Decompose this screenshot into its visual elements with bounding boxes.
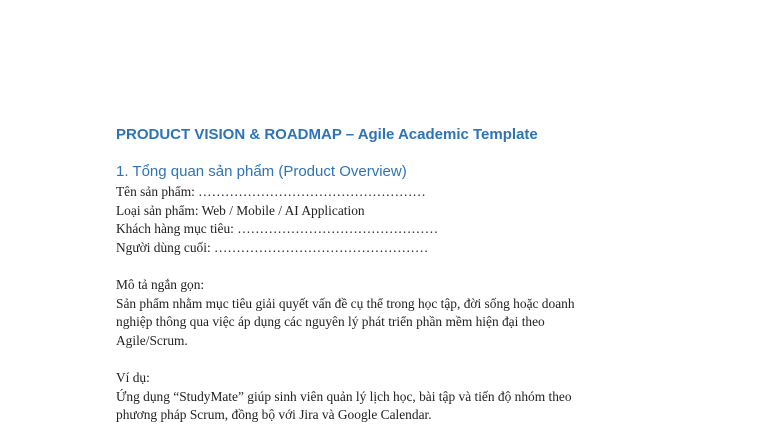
short-description-line: Sản phẩm nhằm mục tiêu giải quyết vấn đề cụ thể trong học tập, đời sống hoặc doanh: [116, 295, 575, 311]
paragraph-spacer: [116, 350, 676, 369]
document-content: [116, 124, 676, 425]
paragraph-spacer: [116, 257, 676, 276]
short-description-line: Agile/Scrum.: [116, 332, 188, 348]
example-line: Ứng dụng “StudyMate” giúp sinh viên quản lý lịch học, bài tập và tiến độ nhóm theo: [116, 388, 572, 404]
document-title: PRODUCT VISION & ROADMAP – Agile Academic Template: [116, 126, 538, 143]
field-target-customer: Khách hàng mục tiêu: ………………………………………: [116, 221, 439, 237]
example-label: Ví dụ:: [116, 369, 150, 385]
field-product-name: Tên sản phẩm: ……………………………………………: [116, 184, 426, 199]
short-description-label: Mô tả ngắn gọn:: [116, 276, 205, 292]
short-description-line: nghiệp thông qua việc áp dụng các nguyên lý phát triển phần mềm hiện đại theo: [116, 314, 545, 330]
example-line: phương pháp Scrum, đồng bộ với Jira và Google Calendar.: [116, 407, 432, 423]
field-product-type: Loại sản phẩm: Web / Mobile / AI Application: [116, 202, 365, 218]
section-heading-product-overview: 1. Tổng quan sản phẩm (Product Overview): [116, 163, 407, 180]
field-end-user: Người dùng cuối: …………………………………………: [116, 239, 429, 255]
